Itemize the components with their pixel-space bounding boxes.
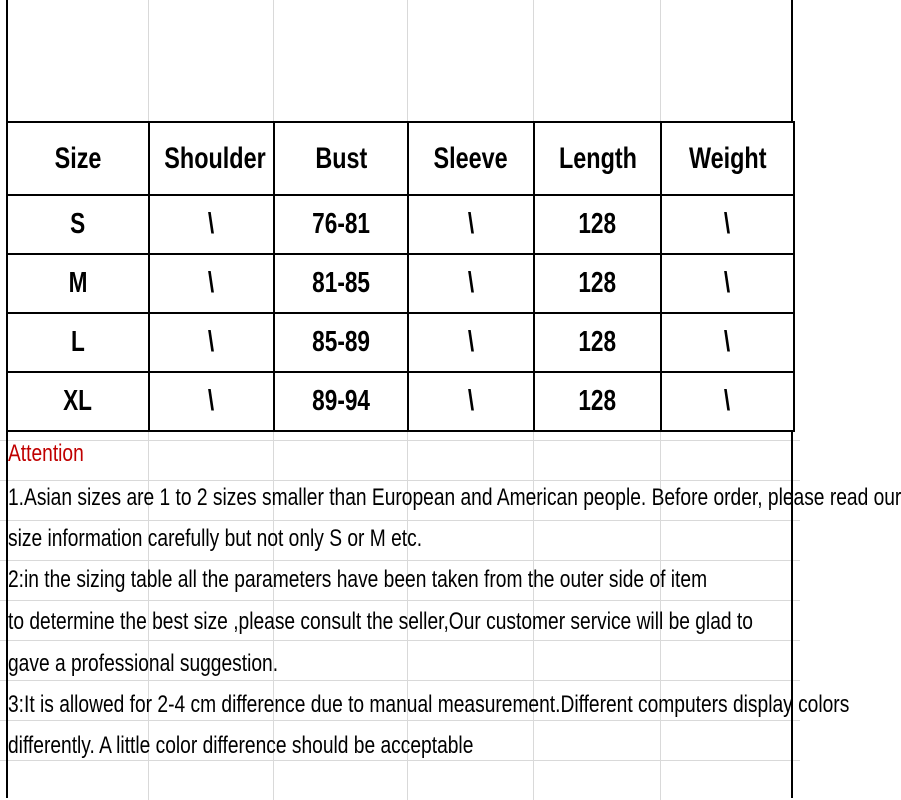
table-row [7,313,794,372]
cell-bust: 76-81 [274,195,408,254]
table-header-row [7,122,794,195]
table-row [7,195,794,254]
cell-sleeve: \ [408,372,534,431]
cell-length: 128 [534,195,661,254]
cell-bust: 89-94 [274,372,408,431]
note-line: differently. A little color difference should be acceptable [8,732,474,759]
cell-weight: \ [661,313,794,372]
cell-size: S [7,195,149,254]
header-bust: Bust [274,122,408,195]
note-line: gave a professional suggestion. [8,650,279,677]
cell-shoulder: \ [149,313,274,372]
note-line: 3:It is allowed for 2-4 cm difference due to manual measurement.Different computers display colors [8,691,850,718]
cell-weight: \ [661,195,794,254]
note-line: 1.Asian sizes are 1 to 2 sizes smaller than European and American people. Before order, please read our [8,484,901,511]
cell-shoulder: \ [149,254,274,313]
table-row [7,372,794,431]
header-shoulder: Shoulder [149,122,274,195]
cell-sleeve: \ [408,254,534,313]
header-sleeve: Sleeve [408,122,534,195]
header-size: Size [7,122,149,195]
cell-length: 128 [534,372,661,431]
cell-length: 128 [534,254,661,313]
header-weight: Weight [661,122,794,195]
cell-bust: 81-85 [274,254,408,313]
table-row [7,254,794,313]
cell-size: L [7,313,149,372]
cell-shoulder: \ [149,372,274,431]
attention-heading: Attention [8,440,84,467]
header-length: Length [534,122,661,195]
cell-shoulder: \ [149,195,274,254]
cell-length: 128 [534,313,661,372]
note-line: size information carefully but not only S or M etc. [8,525,423,552]
cell-weight: \ [661,254,794,313]
cell-size: M [7,254,149,313]
cell-weight: \ [661,372,794,431]
note-line: to determine the best size ,please consult the seller,Our customer service will be glad to [8,608,753,635]
cell-sleeve: \ [408,313,534,372]
cell-bust: 85-89 [274,313,408,372]
cell-size: XL [7,372,149,431]
size-chart-table [6,121,795,432]
note-line: 2:in the sizing table all the parameters have been taken from the outer side of item [8,566,708,593]
cell-sleeve: \ [408,195,534,254]
